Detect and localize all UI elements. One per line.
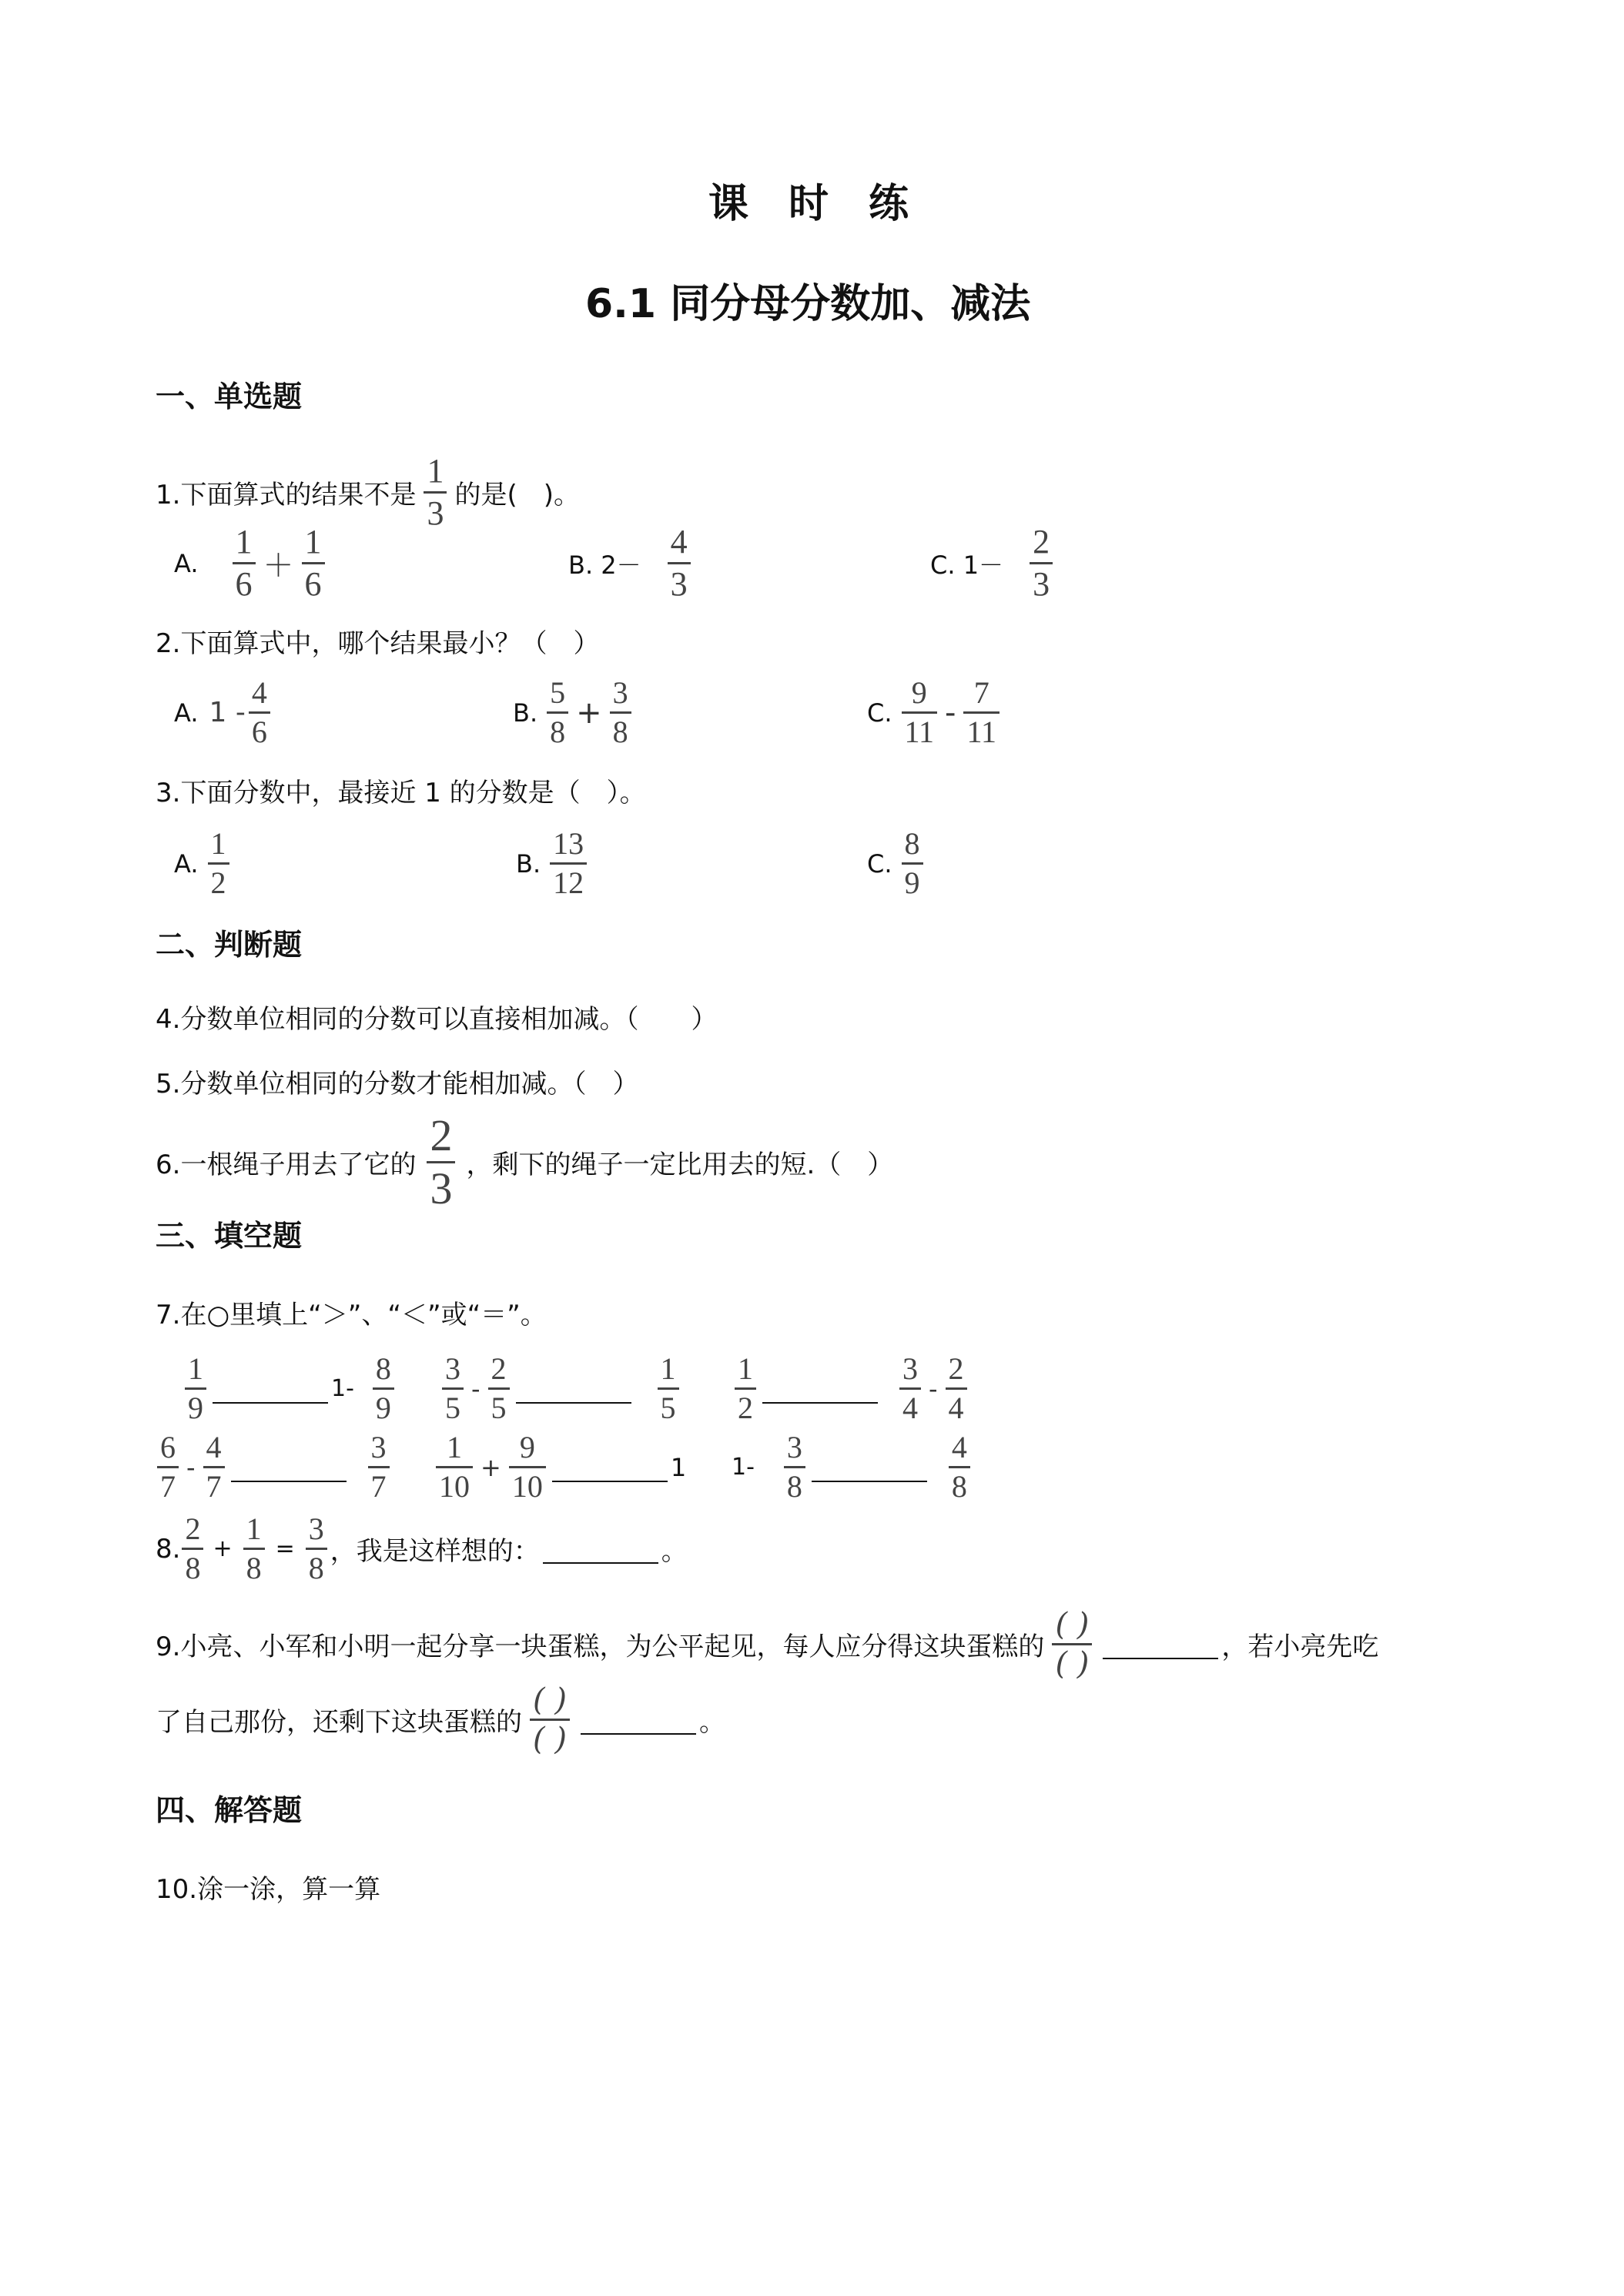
denominator: 6 xyxy=(304,565,322,603)
fraction xyxy=(208,828,229,899)
compare-value: 1 xyxy=(670,1452,687,1482)
numerator: 1 xyxy=(235,523,253,561)
numerator: 1 xyxy=(246,1511,262,1546)
numerator: 6 xyxy=(160,1430,176,1464)
numerator: 3 xyxy=(445,1351,460,1386)
denominator: 6 xyxy=(251,715,267,749)
answer-blank[interactable] xyxy=(516,1374,631,1404)
fraction xyxy=(1030,525,1053,601)
numerator: 4 xyxy=(670,523,688,561)
question-1 xyxy=(156,454,580,530)
question-9-line-1 xyxy=(156,1607,1379,1682)
numerator: 3 xyxy=(308,1511,324,1546)
answer-blank[interactable] xyxy=(552,1453,668,1482)
fraction xyxy=(442,1351,464,1425)
option-label: B. 2－ xyxy=(568,550,641,580)
fraction xyxy=(784,1432,805,1502)
denominator: 11 xyxy=(904,715,935,749)
numerator: 1 xyxy=(188,1351,203,1386)
option-label: C. xyxy=(867,698,892,728)
numerator: 3 xyxy=(370,1430,387,1464)
question-10: 10.涂一涂，算一算 xyxy=(156,1874,381,1905)
option-label: C. xyxy=(867,848,892,879)
denominator: 7 xyxy=(206,1469,222,1504)
fraction xyxy=(427,1110,455,1213)
fraction xyxy=(610,675,631,749)
denominator: 8 xyxy=(550,715,566,749)
answer-blank[interactable] xyxy=(543,1535,658,1564)
fraction xyxy=(424,454,447,530)
fraction xyxy=(203,1432,225,1502)
denominator: 4 xyxy=(948,1391,964,1425)
expression-prefix: 1- xyxy=(331,1375,354,1402)
numerator: 1 xyxy=(660,1351,676,1386)
numerator: 2 xyxy=(185,1511,201,1546)
q1-option-b[interactable] xyxy=(568,525,694,601)
denominator: 2 xyxy=(738,1391,753,1425)
fraction xyxy=(368,1432,390,1502)
fraction xyxy=(488,1351,510,1425)
option-label: A. xyxy=(174,848,199,879)
numerator: 5 xyxy=(550,675,566,710)
q7-compare-5 xyxy=(433,1432,686,1502)
expression-prefix: 1- xyxy=(732,1454,755,1481)
fraction xyxy=(902,675,938,749)
numerator: 9 xyxy=(911,675,927,710)
q3-option-b[interactable] xyxy=(516,828,590,899)
question-9-text: 了自己那份，还剩下这块蛋糕的 xyxy=(156,1707,522,1738)
numerator: 8 xyxy=(904,826,920,861)
option-label: A. xyxy=(174,548,199,578)
section-heading-single-choice: 一、单选题 xyxy=(156,380,303,413)
numerator: 2 xyxy=(430,1110,453,1160)
denominator: 4 xyxy=(902,1391,918,1425)
numerator: 13 xyxy=(553,826,584,861)
question-number: 8. xyxy=(156,1533,181,1565)
question-9-text-end: ，若小亮先吃 xyxy=(1221,1632,1379,1662)
denominator: 5 xyxy=(660,1391,676,1425)
operator: - xyxy=(929,1374,938,1404)
operator: - xyxy=(471,1374,481,1404)
operator: + xyxy=(213,1535,233,1562)
q3-option-a[interactable] xyxy=(174,828,233,899)
denominator: 8 xyxy=(246,1551,262,1585)
fraction xyxy=(963,675,1000,749)
fraction xyxy=(243,1511,265,1585)
fraction xyxy=(373,1351,394,1425)
question-8-suffix: ，我是这样想的： xyxy=(330,1536,540,1567)
operator: + xyxy=(481,1452,501,1482)
question-9-text-end: 。 xyxy=(698,1707,725,1738)
denominator: 8 xyxy=(786,1469,802,1504)
numerator: 1 xyxy=(427,452,444,490)
fraction xyxy=(899,1351,921,1425)
q1-option-a[interactable] xyxy=(174,525,328,601)
operator: - xyxy=(186,1452,196,1482)
fraction xyxy=(182,1511,203,1585)
denominator: 7 xyxy=(370,1469,387,1504)
q7-compare-1 xyxy=(182,1351,397,1425)
question-2: 2.下面算式中，哪个结果最小？（ ） xyxy=(156,628,600,659)
operator: ＋ xyxy=(263,548,294,584)
fraction xyxy=(668,525,691,601)
question-9-text: 9.小亮、小军和小明一起分享一块蛋糕，为公平起见，每人应分得这块蛋糕的 xyxy=(156,1632,1045,1662)
q3-option-c[interactable] xyxy=(867,828,926,899)
denominator: 2 xyxy=(210,865,226,900)
denominator: 5 xyxy=(445,1391,460,1425)
denominator: 10 xyxy=(511,1469,543,1504)
denominator: 8 xyxy=(612,715,628,749)
option-label: A. xyxy=(174,698,199,728)
option-label: B. xyxy=(513,698,538,728)
fraction xyxy=(735,1351,756,1425)
numerator: 1 xyxy=(447,1430,462,1464)
section-heading-solve: 四、解答题 xyxy=(156,1793,303,1827)
question-5: 5.分数单位相同的分数才能相加减。（ ） xyxy=(156,1069,639,1099)
expression-prefix: 1 - xyxy=(209,697,246,728)
numerator: 2 xyxy=(948,1351,964,1386)
page-subtitle: 6.1 同分母分数加、减法 xyxy=(585,281,1031,327)
option-label: C. 1－ xyxy=(930,550,1004,580)
numerator: 1 xyxy=(304,523,322,561)
denominator: ( ) xyxy=(1055,1646,1090,1682)
fraction xyxy=(547,675,568,749)
denominator: 12 xyxy=(553,865,584,900)
fraction xyxy=(302,525,325,601)
fraction xyxy=(249,675,270,749)
numerator: 4 xyxy=(951,1430,967,1464)
fraction xyxy=(436,1432,473,1502)
section-heading-true-false: 二、判断题 xyxy=(156,928,303,962)
numerator: 7 xyxy=(973,675,989,710)
denominator: 9 xyxy=(375,1391,391,1425)
answer-blank[interactable] xyxy=(581,1705,696,1735)
fraction xyxy=(185,1351,206,1425)
fraction xyxy=(509,1432,546,1502)
denominator: 3 xyxy=(430,1163,453,1213)
page-title: 课 时 练 xyxy=(708,181,909,227)
denominator: 10 xyxy=(439,1469,470,1504)
answer-blank[interactable] xyxy=(213,1374,328,1404)
numerator: ( ) xyxy=(1055,1607,1090,1642)
denominator: 8 xyxy=(308,1551,324,1585)
denominator: ( ) xyxy=(533,1722,567,1757)
fraction xyxy=(902,828,923,899)
numerator: 2 xyxy=(1033,523,1050,561)
denominator: 11 xyxy=(966,715,996,749)
question-9-line-2 xyxy=(156,1682,725,1757)
question-3: 3.下面分数中，最接近 1 的分数是（ ）。 xyxy=(156,778,646,808)
answer-blank[interactable] xyxy=(1103,1630,1218,1659)
denominator: 8 xyxy=(951,1469,967,1504)
denominator: 7 xyxy=(160,1469,176,1504)
answer-blank[interactable] xyxy=(812,1453,927,1482)
q7-compare-2 xyxy=(439,1351,682,1425)
question-8 xyxy=(156,1511,688,1585)
question-7: 7.在○里填上“＞”、“＜”或“＝”。 xyxy=(156,1300,547,1330)
q2-option-c[interactable] xyxy=(867,675,1003,749)
answer-blank[interactable] xyxy=(762,1374,878,1404)
denominator: 5 xyxy=(491,1391,507,1425)
numerator: 3 xyxy=(612,675,628,710)
numerator: 3 xyxy=(786,1430,802,1464)
fraction xyxy=(233,525,256,601)
numerator: 1 xyxy=(738,1351,753,1386)
fraction xyxy=(157,1432,179,1502)
denominator: 3 xyxy=(427,494,444,532)
denominator: 3 xyxy=(1033,565,1050,603)
fraction xyxy=(550,828,587,899)
q7-compare-4 xyxy=(154,1432,393,1502)
numerator: 3 xyxy=(902,1351,918,1386)
question-6-suffix: ，剩下的绳子一定比用去的短.（ ） xyxy=(466,1150,894,1180)
q7-compare-3 xyxy=(732,1351,970,1425)
numerator: 4 xyxy=(206,1430,222,1464)
numerator: ( ) xyxy=(533,1682,567,1718)
denominator: 9 xyxy=(188,1391,203,1425)
numerator: 8 xyxy=(375,1351,391,1386)
denominator: 9 xyxy=(904,865,920,900)
blank-fraction[interactable] xyxy=(1052,1607,1092,1682)
q1-option-c[interactable] xyxy=(930,525,1056,601)
denominator: 8 xyxy=(185,1551,201,1585)
q7-compare-6 xyxy=(732,1432,973,1502)
numerator: 9 xyxy=(519,1430,535,1464)
question-1-suffix: 的是( )。 xyxy=(454,480,580,510)
fraction xyxy=(946,1351,967,1425)
operator: = xyxy=(275,1535,295,1562)
blank-fraction[interactable] xyxy=(530,1682,570,1757)
denominator: 3 xyxy=(670,565,688,603)
denominator: 6 xyxy=(235,565,253,603)
question-4: 4.分数单位相同的分数可以直接相加减。（ ） xyxy=(156,1004,718,1035)
operator: + xyxy=(576,694,602,731)
answer-blank[interactable] xyxy=(231,1453,347,1482)
fraction xyxy=(658,1351,679,1425)
numerator: 1 xyxy=(210,826,226,861)
operator: - xyxy=(945,694,956,731)
option-label: B. xyxy=(516,848,541,879)
numerator: 2 xyxy=(491,1351,507,1386)
q2-option-a[interactable] xyxy=(174,675,273,749)
section-heading-fill-blank: 三、填空题 xyxy=(156,1219,303,1253)
question-6 xyxy=(156,1110,894,1213)
question-6-prefix: 6.一根绳子用去了它的 xyxy=(156,1150,417,1180)
fraction xyxy=(949,1432,970,1502)
q2-option-b[interactable] xyxy=(513,675,635,749)
fraction xyxy=(306,1511,327,1585)
question-8-end: 。 xyxy=(661,1536,688,1567)
question-1-prefix: 1.下面算式的结果不是 xyxy=(156,480,417,510)
numerator: 4 xyxy=(251,675,267,710)
